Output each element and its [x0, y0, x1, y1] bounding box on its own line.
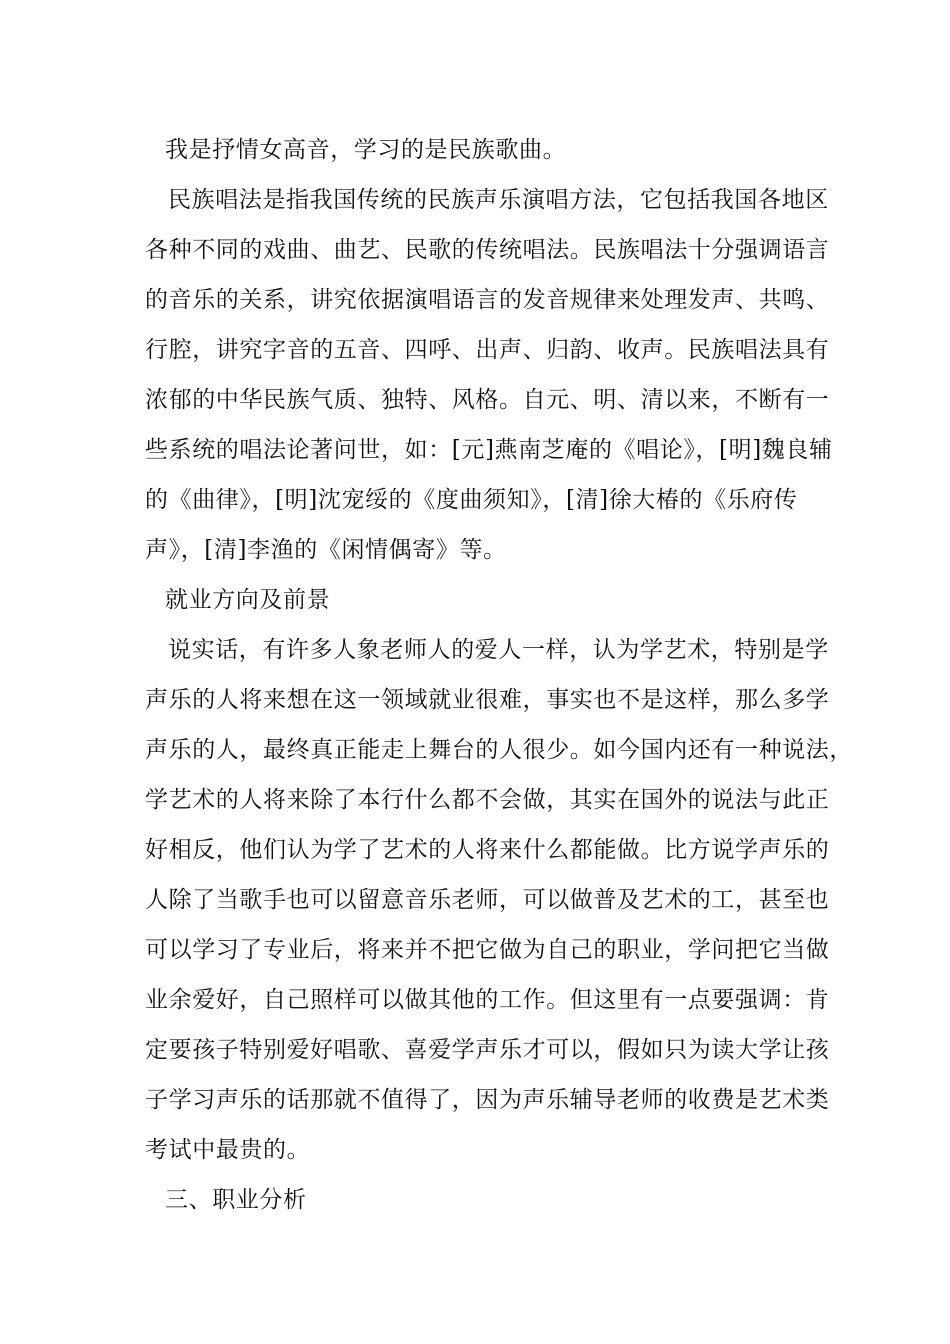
- paragraph-folk-singing-line-7: 的《曲律》，[明]沈宠绥的《度曲须知》，[清]徐大椿的《乐府传: [145, 487, 798, 513]
- paragraph-voice-type: 我是抒情女高音，学习的是民族歌曲。: [165, 137, 567, 163]
- paragraph-folk-singing-line-2: 各种不同的戏曲、曲艺、民歌的传统唱法。民族唱法十分强调语言: [145, 237, 830, 263]
- paragraph-employment-line-6: 人除了当歌手也可以留意音乐老师，可以做普及艺术的工，甚至也: [145, 887, 830, 913]
- paragraph-folk-singing-line-4: 行腔，讲究字音的五音、四呼、出声、归韵、收声。民族唱法具有: [145, 337, 830, 363]
- paragraph-employment-line-1: 说实话，有许多人象老师人的爱人一样，认为学艺术，特别是学: [168, 637, 829, 663]
- paragraph-employment-line-10: 子学习声乐的话那就不值得了，因为声乐辅导老师的收费是艺术类: [145, 1087, 830, 1113]
- section-heading-career-analysis: 三、职业分析: [165, 1187, 307, 1213]
- paragraph-folk-singing-line-3: 的音乐的关系，讲究依据演唱语言的发音规律来处理发声、共鸣、: [145, 287, 830, 313]
- paragraph-folk-singing-line-6: 些系统的唱法论著问世，如：[元]燕南芝庵的《唱论》，[明]魏良辅: [145, 437, 833, 463]
- paragraph-folk-singing-line-1: 民族唱法是指我国传统的民族声乐演唱方法，它包括我国各地区: [168, 187, 829, 213]
- section-heading-employment: 就业方向及前景: [165, 587, 331, 613]
- paragraph-employment-line-3: 声乐的人，最终真正能走上舞台的人很少。如今国内还有一种说法，: [145, 737, 853, 763]
- paragraph-employment-line-5: 好相反，他们认为学了艺术的人将来什么都能做。比方说学声乐的: [145, 837, 830, 863]
- paragraph-folk-singing-line-8: 声》，[清]李渔的《闲情偶寄》等。: [145, 537, 507, 563]
- paragraph-employment-line-7: 可以学习了专业后，将来并不把它做为自己的职业，学问把它当做: [145, 937, 830, 963]
- paragraph-employment-line-9: 定要孩子特别爱好唱歌、喜爱学声乐才可以，假如只为读大学让孩: [145, 1037, 830, 1063]
- paragraph-employment-line-2: 声乐的人将来想在这一领域就业很难，事实也不是这样，那么多学: [145, 687, 830, 713]
- paragraph-employment-line-4: 学艺术的人将来除了本行什么都不会做，其实在国外的说法与此正: [145, 787, 830, 813]
- paragraph-employment-line-11: 考试中最贵的。: [145, 1137, 311, 1163]
- paragraph-employment-line-8: 业余爱好，自己照样可以做其他的工作。但这里有一点要强调：肯: [145, 987, 830, 1013]
- paragraph-folk-singing-line-5: 浓郁的中华民族气质、独特、风格。自元、明、清以来，不断有一: [145, 387, 830, 413]
